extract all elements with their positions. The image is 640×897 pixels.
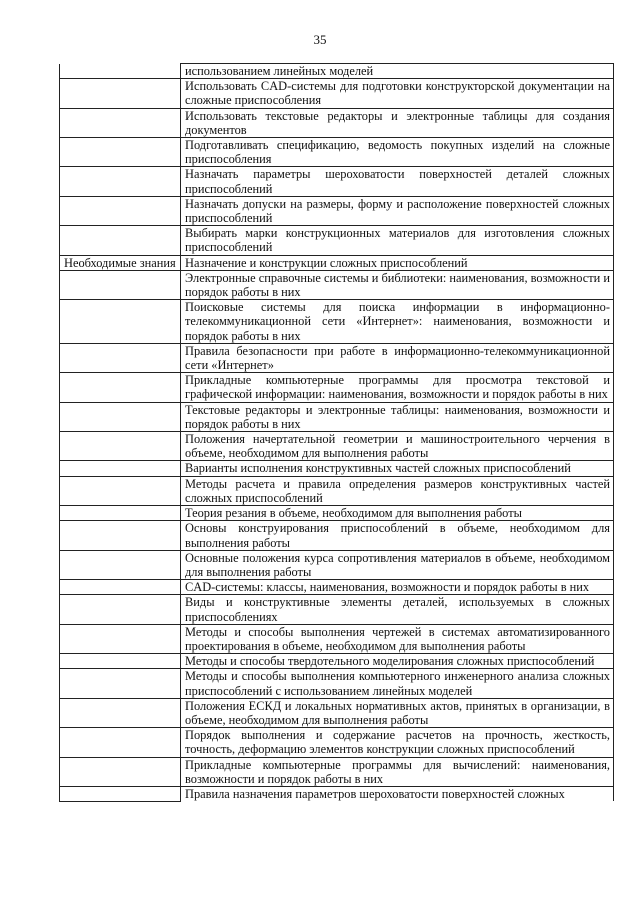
table-row <box>60 226 614 255</box>
skill-item: Использовать CAD-системы для подготовки конструкторской документации на сложные приспособления <box>181 79 614 108</box>
label-cell-empty <box>60 506 181 521</box>
knowledge-item: Прикладные компьютерные программы для вычислений: наименования, возможности и порядок работы в них <box>181 757 614 786</box>
knowledge-item: Электронные справочные системы и библиотеки: наименования, возможности и порядок работы в них <box>181 270 614 299</box>
label-cell-empty <box>60 476 181 505</box>
skill-item: использованием линейных моделей <box>181 64 614 79</box>
knowledge-item: Теория резания в объеме, необходимом для выполнения работы <box>181 506 614 521</box>
table-row <box>60 757 614 786</box>
table-row <box>60 255 614 270</box>
table-row <box>60 624 614 653</box>
label-cell-empty <box>60 270 181 299</box>
table-row <box>60 521 614 550</box>
table-row <box>60 108 614 137</box>
knowledge-label: Необходимые знания <box>60 255 181 270</box>
label-cell-empty <box>60 595 181 624</box>
label-cell-empty <box>60 79 181 108</box>
table-row <box>60 461 614 476</box>
label-cell-empty <box>60 108 181 137</box>
label-cell-empty <box>60 521 181 550</box>
knowledge-item: Текстовые редакторы и электронные таблицы: наименования, возможности и порядок работы в них <box>181 402 614 431</box>
knowledge-item: Прикладные компьютерные программы для просмотра текстовой и графической информации: наименования, возможности и порядок работы в них <box>181 373 614 402</box>
knowledge-item: Основные положения курса сопротивления материалов в объеме, необходимом для выполнения работы <box>181 550 614 579</box>
knowledge-item: Назначение и конструкции сложных приспособлений <box>181 255 614 270</box>
label-cell-empty <box>60 64 181 79</box>
table-row <box>60 64 614 79</box>
knowledge-item: Методы и способы твердотельного моделирования сложных приспособлений <box>181 654 614 669</box>
table-row <box>60 728 614 757</box>
label-cell-empty <box>60 461 181 476</box>
knowledge-item: Правила назначения параметров шероховатости поверхностей сложных <box>181 786 614 801</box>
table-row <box>60 300 614 344</box>
table-row <box>60 506 614 521</box>
page-number: 35 <box>313 32 327 47</box>
label-cell-empty <box>60 757 181 786</box>
label-cell-empty <box>60 402 181 431</box>
skill-item: Выбирать марки конструкционных материалов для изготовления сложных приспособлений <box>181 226 614 255</box>
knowledge-item: Правила безопасности при работе в информационно-телекоммуникационной сети «Интернет» <box>181 343 614 372</box>
label-cell-empty <box>60 698 181 727</box>
table-row <box>60 196 614 225</box>
table-row <box>60 698 614 727</box>
table-row <box>60 343 614 372</box>
skill-item: Назначать допуски на размеры, форму и расположение поверхностей сложных приспособлений <box>181 196 614 225</box>
label-cell-empty <box>60 580 181 595</box>
label-cell-empty <box>60 167 181 196</box>
table-row <box>60 476 614 505</box>
requirements-table <box>59 63 614 802</box>
table-row <box>60 432 614 461</box>
label-cell-empty <box>60 669 181 698</box>
knowledge-item: Методы и способы выполнения чертежей в системах автоматизированного проектирования в объеме, необходимом для выполнения работы <box>181 624 614 653</box>
table-row <box>60 373 614 402</box>
label-cell-empty <box>60 196 181 225</box>
table-row <box>60 786 614 801</box>
knowledge-item: Основы конструирования приспособлений в объеме, необходимом для выполнения работы <box>181 521 614 550</box>
label-cell-empty <box>60 300 181 344</box>
knowledge-item: CAD-системы: классы, наименования, возможности и порядок работы в них <box>181 580 614 595</box>
knowledge-item: Методы и способы выполнения компьютерного инженерного анализа сложных приспособлений с использованием линейных моделей <box>181 669 614 698</box>
table-row <box>60 402 614 431</box>
table-row <box>60 550 614 579</box>
label-cell-empty <box>60 343 181 372</box>
label-cell-empty <box>60 728 181 757</box>
table-row <box>60 167 614 196</box>
knowledge-item: Положения ЕСКД и локальных нормативных актов, принятых в организации, в объеме, необходимом для выполнения работы <box>181 698 614 727</box>
knowledge-item: Порядок выполнения и содержание расчетов на прочность, жесткость, точность, деформацию элементов конструкции сложных приспособлений <box>181 728 614 757</box>
label-cell-empty <box>60 373 181 402</box>
skill-item: Использовать текстовые редакторы и электронные таблицы для создания документов <box>181 108 614 137</box>
label-cell-empty <box>60 624 181 653</box>
label-cell-empty <box>60 138 181 167</box>
label-cell-empty <box>60 654 181 669</box>
label-cell-empty <box>60 550 181 579</box>
table-row <box>60 270 614 299</box>
label-cell-empty <box>60 226 181 255</box>
label-cell-empty <box>60 432 181 461</box>
knowledge-item: Методы расчета и правила определения размеров конструктивных частей сложных приспособлений <box>181 476 614 505</box>
table-row <box>60 669 614 698</box>
skill-item: Назначать параметры шероховатости поверхностей деталей сложных приспособлений <box>181 167 614 196</box>
table-row <box>60 138 614 167</box>
knowledge-item: Поисковые системы для поиска информации в информационно-телекоммуникационной сети «Интернет»: наименования, возможности и порядок работы в них <box>181 300 614 344</box>
table-row <box>60 580 614 595</box>
knowledge-item: Положения начертательной геометрии и машиностроительного черчения в объеме, необходимом для выполнения работы <box>181 432 614 461</box>
table-row <box>60 595 614 624</box>
knowledge-item: Варианты исполнения конструктивных частей сложных приспособлений <box>181 461 614 476</box>
skill-item: Подготавливать спецификацию, ведомость покупных изделий на сложные приспособления <box>181 138 614 167</box>
label-cell-empty <box>60 786 181 801</box>
table-row <box>60 79 614 108</box>
knowledge-item: Виды и конструктивные элементы деталей, используемых в сложных приспособлениях <box>181 595 614 624</box>
table-row <box>60 654 614 669</box>
